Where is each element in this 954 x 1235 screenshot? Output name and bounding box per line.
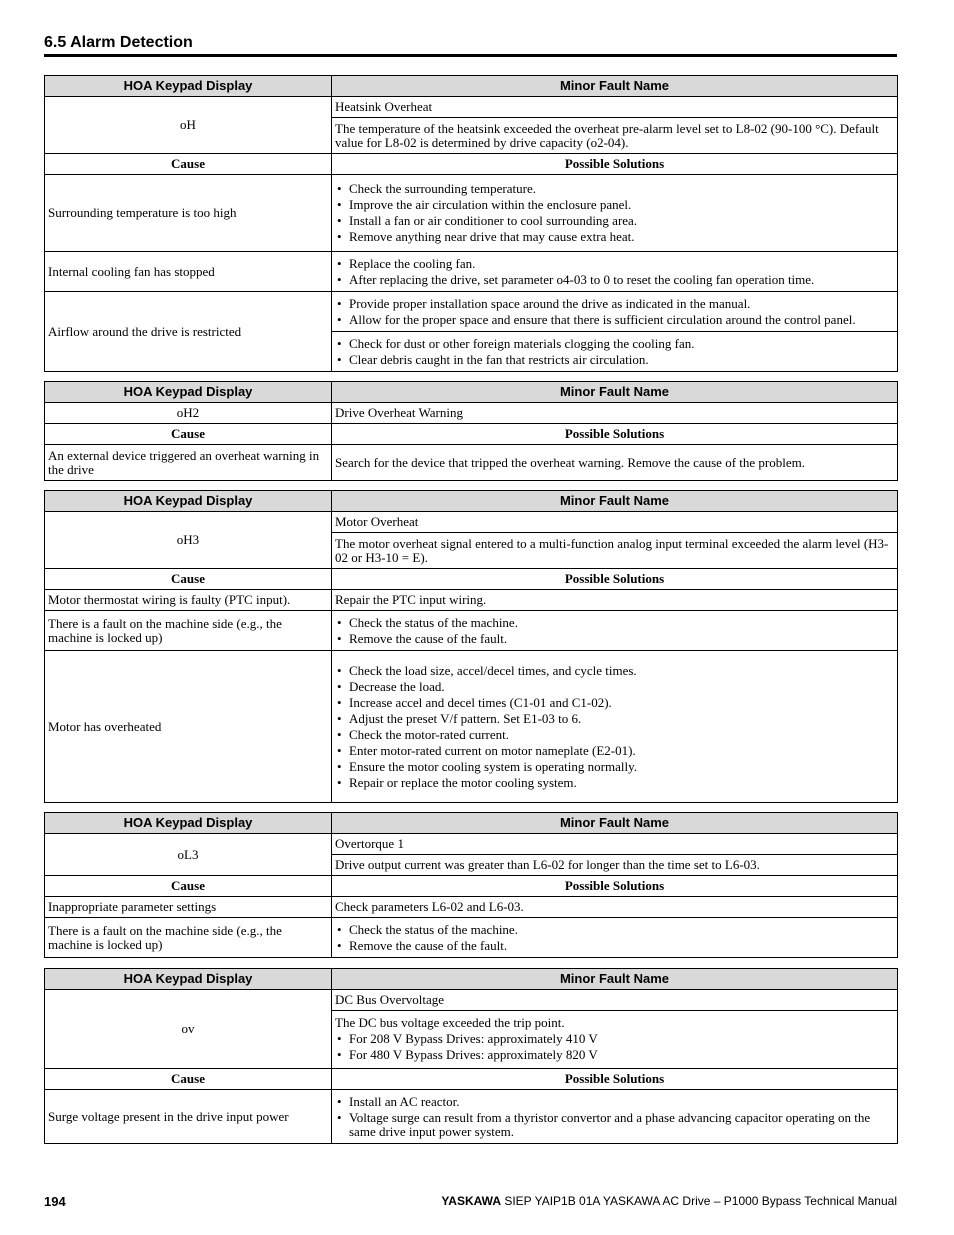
alarm-code: oL3 <box>45 834 332 876</box>
solutions-cell <box>332 252 898 292</box>
alarm-description: The DC bus voltage exceeded the trip point. <box>335 1015 565 1030</box>
cause-header: Cause <box>45 876 332 897</box>
solution-item: • Check the motor-rated current. <box>335 728 894 742</box>
column-header-name: Minor Fault Name <box>332 76 898 97</box>
alarm-code: oH2 <box>45 403 332 424</box>
alarm-description: Drive output current was greater than L6-02 for longer than the time set to L6-03. <box>332 855 898 876</box>
cause-text: An external device triggered an overheat warning in the drive <box>45 445 332 481</box>
manual-title: SIEP YAIP1B 01A YASKAWA AC Drive – P1000 Bypass Technical Manual <box>504 1194 897 1208</box>
page-number: 194 <box>44 1194 66 1209</box>
solution-item: • Adjust the preset V/f pattern. Set E1-03 to 6. <box>335 712 894 726</box>
solutions-cell <box>332 1090 898 1144</box>
alarm-code: oH3 <box>45 512 332 569</box>
solution-item: • Clear debris caught in the fan that restricts air circulation. <box>335 353 894 367</box>
alarm-name: DC Bus Overvoltage <box>332 990 898 1011</box>
solution-item: • Check the status of the machine. <box>335 616 894 630</box>
alarm-table-oH3 <box>44 490 898 803</box>
solution-text: Check parameters L6-02 and L6-03. <box>332 897 898 918</box>
solution-item: • Provide proper installation space around the drive as indicated in the manual. <box>335 297 894 311</box>
solution-item: • Check the load size, accel/decel times, and cycle times. <box>335 664 894 678</box>
solutions-cell <box>332 292 898 332</box>
column-header-name: Minor Fault Name <box>332 382 898 403</box>
solutions-cell <box>332 611 898 651</box>
solutions-cell <box>332 918 898 958</box>
section-title: 6.5 Alarm Detection <box>44 34 193 51</box>
solution-item: • Remove the cause of the fault. <box>335 939 894 953</box>
column-header-name: Minor Fault Name <box>332 491 898 512</box>
cause-header: Cause <box>45 1069 332 1090</box>
solution-item: • Remove the cause of the fault. <box>335 632 894 646</box>
solution-item: • Ensure the motor cooling system is operating normally. <box>335 760 894 774</box>
solutions-header: Possible Solutions <box>332 1069 898 1090</box>
brand-name: YASKAWA <box>441 1194 501 1208</box>
solutions-cell <box>332 651 898 803</box>
cause-header: Cause <box>45 569 332 590</box>
column-header-name: Minor Fault Name <box>332 813 898 834</box>
solution-text: Search for the device that tripped the overheat warning. Remove the cause of the problem. <box>332 445 898 481</box>
cause-text: Motor has overheated <box>45 651 332 803</box>
solution-item: • Allow for the proper space and ensure that there is sufficient circulation around the control panel. <box>335 313 894 327</box>
solution-item: • Enter motor-rated current on motor nameplate (E2-01). <box>335 744 894 758</box>
alarm-code: oH <box>45 97 332 154</box>
solutions-header: Possible Solutions <box>332 154 898 175</box>
alarm-code: ov <box>45 990 332 1069</box>
alarm-table-oH2 <box>44 381 898 481</box>
solution-text: Repair the PTC input wiring. <box>332 590 898 611</box>
solution-item: • Install an AC reactor. <box>335 1095 894 1109</box>
solution-item: • Repair or replace the motor cooling system. <box>335 776 894 790</box>
description-item: • For 480 V Bypass Drives: approximately 820 V <box>335 1048 894 1062</box>
solutions-header: Possible Solutions <box>332 424 898 445</box>
column-header-display: HOA Keypad Display <box>45 969 332 990</box>
description-item: • For 208 V Bypass Drives: approximately 410 V <box>335 1032 894 1046</box>
cause-text: Surge voltage present in the drive input power <box>45 1090 332 1144</box>
alarm-name: Overtorque 1 <box>332 834 898 855</box>
cause-text: Surrounding temperature is too high <box>45 175 332 252</box>
alarm-name: Motor Overheat <box>332 512 898 533</box>
alarm-name: Heatsink Overheat <box>332 97 898 118</box>
cause-header: Cause <box>45 154 332 175</box>
cause-text: Inappropriate parameter settings <box>45 897 332 918</box>
column-header-display: HOA Keypad Display <box>45 382 332 403</box>
solution-item: • Improve the air circulation within the enclosure panel. <box>335 198 894 212</box>
column-header-display: HOA Keypad Display <box>45 76 332 97</box>
cause-text: There is a fault on the machine side (e.g., the machine is locked up) <box>45 611 332 651</box>
alarm-table-ov <box>44 968 898 1144</box>
column-header-name: Minor Fault Name <box>332 969 898 990</box>
solution-item: • Check for dust or other foreign materials clogging the cooling fan. <box>335 337 894 351</box>
cause-text: Airflow around the drive is restricted <box>45 292 332 372</box>
alarm-description: The temperature of the heatsink exceeded the overheat pre-alarm level set to L8-02 (90-100 °C). Default value for L8-02 is determined by drive capacity (o2-04). <box>332 118 898 154</box>
solutions-cell <box>332 332 898 372</box>
column-header-display: HOA Keypad Display <box>45 813 332 834</box>
solutions-header: Possible Solutions <box>332 876 898 897</box>
solutions-header: Possible Solutions <box>332 569 898 590</box>
manual-footer <box>441 1194 897 1208</box>
solution-item: • After replacing the drive, set parameter o4-03 to 0 to reset the cooling fan operation time. <box>335 273 894 287</box>
solutions-cell <box>332 175 898 252</box>
cause-text: There is a fault on the machine side (e.g., the machine is locked up) <box>45 918 332 958</box>
solution-item: • Remove anything near drive that may cause extra heat. <box>335 230 894 244</box>
solution-item: • Install a fan or air conditioner to cool surrounding area. <box>335 214 894 228</box>
alarm-description-cell <box>332 1011 898 1069</box>
alarm-table-oH <box>44 75 898 372</box>
alarm-table-oL3 <box>44 812 898 958</box>
section-rule <box>44 54 897 57</box>
cause-header: Cause <box>45 424 332 445</box>
solution-item: • Check the surrounding temperature. <box>335 182 894 196</box>
solution-item: • Decrease the load. <box>335 680 894 694</box>
solution-item: • Increase accel and decel times (C1-01 and C1-02). <box>335 696 894 710</box>
alarm-name: Drive Overheat Warning <box>332 403 898 424</box>
cause-text: Internal cooling fan has stopped <box>45 252 332 292</box>
solution-item: • Check the status of the machine. <box>335 923 894 937</box>
alarm-description: The motor overheat signal entered to a multi-function analog input terminal exceeded the alarm level (H3-02 or H3-10 = E). <box>332 533 898 569</box>
solution-item: • Replace the cooling fan. <box>335 257 894 271</box>
solution-item: • Voltage surge can result from a thyristor convertor and a phase advancing capacitor operating on the same drive input power system. <box>335 1111 894 1139</box>
cause-text: Motor thermostat wiring is faulty (PTC input). <box>45 590 332 611</box>
column-header-display: HOA Keypad Display <box>45 491 332 512</box>
